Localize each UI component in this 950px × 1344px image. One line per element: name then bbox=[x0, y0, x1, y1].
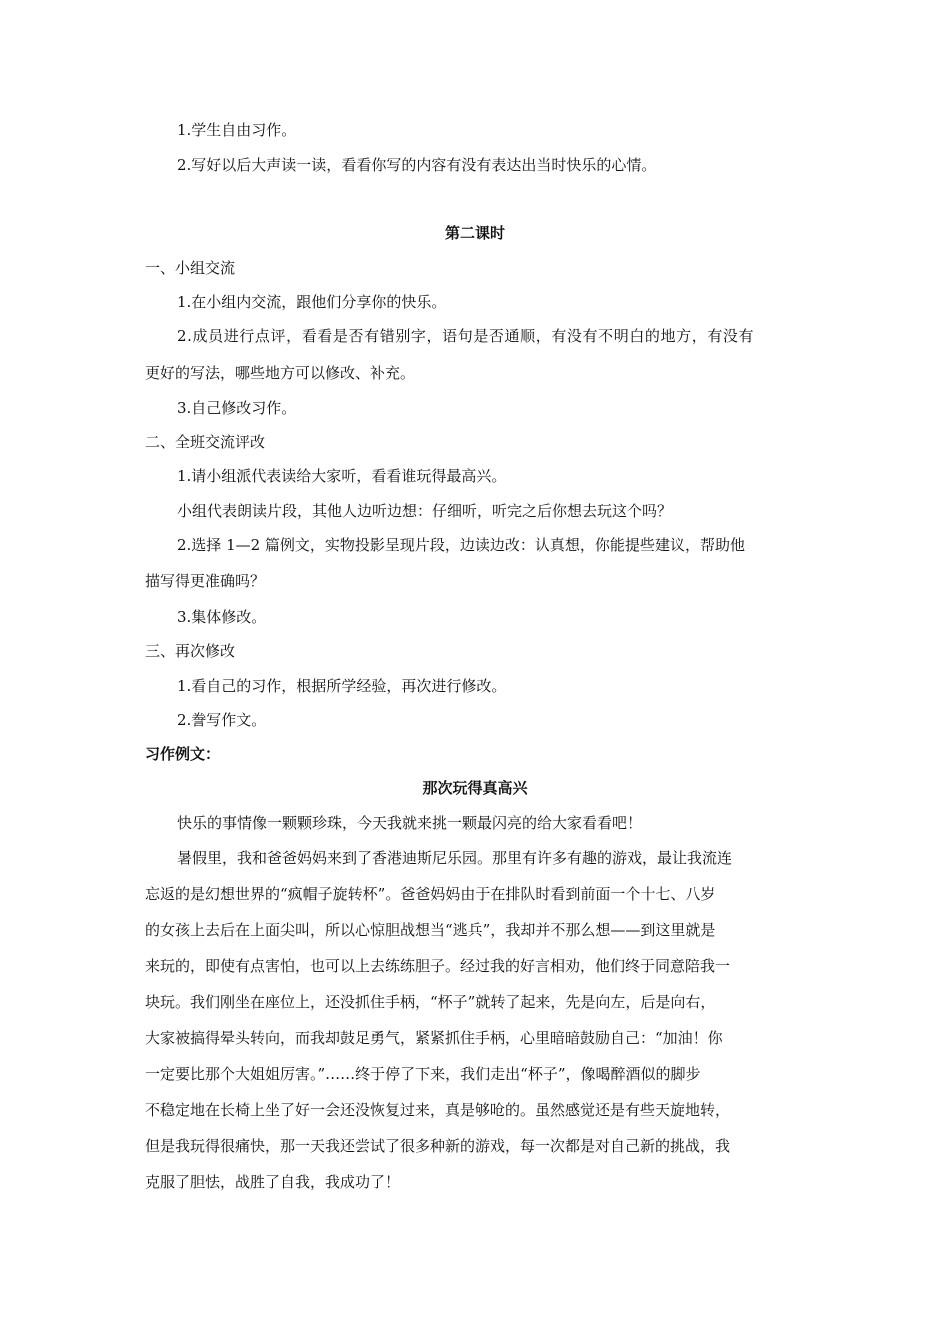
example-paragraph-2-line: 一定要比那个大姐姐厉害。”……终于停了下来，我们走出“杯子”，像喝醉酒似的脚步 bbox=[145, 1065, 701, 1083]
section-heading-3: 三、再次修改 bbox=[145, 642, 236, 660]
example-paragraph-2-line: 暑假里，我和爸爸妈妈来到了香港迪斯尼乐园。那里有许多有趣的游戏，最让我流连 bbox=[177, 849, 733, 867]
section1-item-2-line-1: 2.成员进行点评，看看是否有错别字，语句是否通顺，有没有不明白的地方，有没有 bbox=[177, 327, 755, 345]
example-paragraph-1: 快乐的事情像一颗颗珍珠，今天我就来挑一颗最闪亮的给大家看看吧！ bbox=[177, 814, 643, 832]
example-paragraph-2-line: 块玩。我们刚坐在座位上，还没抓住手柄，“杯子”就转了起来，先是向左，后是向右， bbox=[145, 993, 716, 1011]
section3-item-2: 2.誊写作文。 bbox=[177, 711, 267, 729]
section3-item-1: 1.看自己的习作，根据所学经验，再次进行修改。 bbox=[177, 677, 507, 695]
section-heading-1: 一、小组交流 bbox=[145, 259, 236, 277]
example-label: 习作例文： bbox=[145, 745, 221, 763]
section1-item-2-line-2: 更好的写法，哪些地方可以修改、补充。 bbox=[145, 364, 416, 382]
section1-item-3: 3.自己修改习作。 bbox=[177, 399, 297, 417]
example-paragraph-2-line: 克服了胆怯，战胜了自我，我成功了！ bbox=[145, 1173, 401, 1191]
practice-item-1: 1.学生自由习作。 bbox=[177, 121, 297, 139]
practice-item-2: 2.写好以后大声读一读，看看你写的内容有没有表达出当时快乐的心情。 bbox=[177, 156, 657, 174]
section2-item-2-line-2: 描写得更准确吗？ bbox=[145, 572, 266, 590]
lesson-title: 第二课时 bbox=[444, 224, 505, 242]
example-paragraph-2-line: 不稳定地在长椅上坐了好一会还没恢复过来，真是够呛的。虽然感觉还是有些天旋地转， bbox=[145, 1101, 731, 1119]
example-title: 那次玩得真高兴 bbox=[422, 779, 528, 797]
section2-item-3: 3.集体修改。 bbox=[177, 608, 267, 626]
section2-item-2-line-1: 2.选择 1—2 篇例文，实物投影呈现片段，边读边改：认真想，你能提些建议，帮助他 bbox=[177, 536, 745, 554]
example-paragraph-2-line: 的女孩上去后在上面尖叫，所以心惊胆战想当“逃兵”，我却并不那么想——到这里就是 bbox=[145, 921, 716, 939]
section-heading-2: 二、全班交流评改 bbox=[145, 433, 266, 451]
section2-item-1-note: 小组代表朗读片段，其他人边听边想：仔细听，听完之后你想去玩这个吗？ bbox=[177, 502, 673, 520]
section2-item-1: 1.请小组派代表读给大家听，看看谁玩得最高兴。 bbox=[177, 467, 507, 485]
example-paragraph-2-line: 大家被搞得晕头转向，而我却鼓足勇气，紧紧抓住手柄，心里暗暗鼓励自己：“加油！你 bbox=[145, 1029, 723, 1047]
section1-item-1: 1.在小组内交流，跟他们分享你的快乐。 bbox=[177, 293, 447, 311]
example-paragraph-2-line: 忘返的是幻想世界的“疯帽子旋转杯”。爸爸妈妈由于在排队时看到前面一个十七、八岁 bbox=[145, 885, 716, 903]
example-paragraph-2-line: 来玩的，即使有点害怕，也可以上去练练胆子。经过我的好言相劝，他们终于同意陪我一 bbox=[145, 957, 731, 975]
example-paragraph-2-line: 但是我玩得很痛快，那一天我还尝试了很多种新的游戏，每一次都是对自己新的挑战，我 bbox=[145, 1137, 731, 1155]
